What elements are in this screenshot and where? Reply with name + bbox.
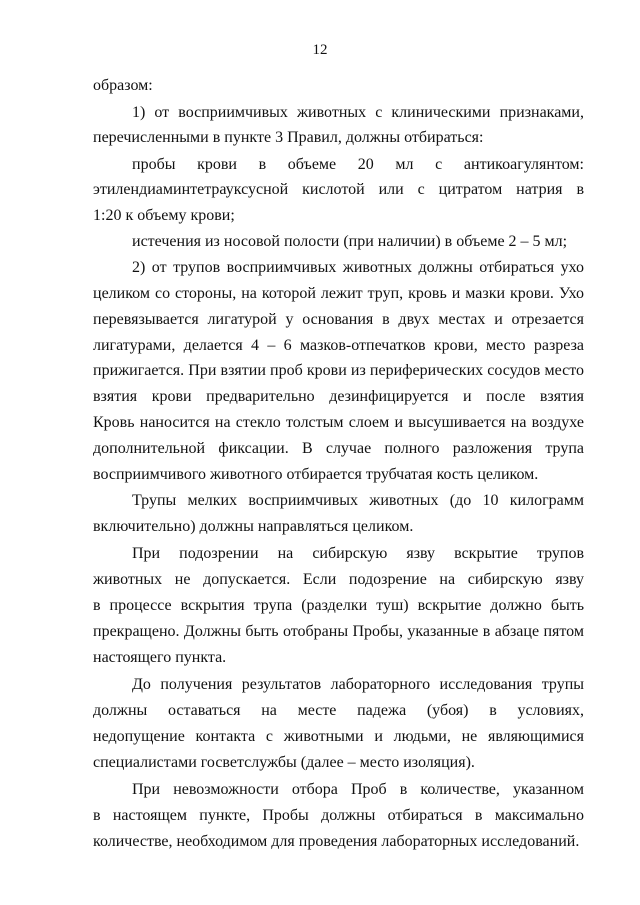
text-line: специалистами госветслужбы (далее – место изоляция). — [93, 754, 475, 771]
text-line: 1) от восприимчивых животных с клиническими признаками, — [132, 104, 584, 121]
text-line: количестве, необходимом для проведения лабораторных исследований. — [93, 833, 580, 850]
text-line: образом: — [93, 77, 153, 94]
text-line: этилендиаминтетрауксусной кислотой или с цитратом натрия в — [93, 181, 584, 198]
text-line: в настоящем пункте, Пробы должны отбираться в максимально — [93, 807, 584, 824]
text-line: перечисленными в пункте 3 Правил, должны отбираться: — [93, 129, 484, 146]
text-line: дополнительной фиксации. В случае полного разложения трупа — [93, 440, 584, 457]
text-line: недопущение контакта с животными и людьми, не являющимися — [93, 728, 584, 745]
text-line: прекращено. Должны быть отобраны Пробы, указанные в абзаце пятом — [93, 623, 584, 640]
text-line: целиком со стороны, на которой лежит труп, кровь и мазки крови. Ухо — [93, 285, 584, 302]
page-number: 12 — [312, 42, 328, 58]
text-line: настоящего пункта. — [93, 649, 227, 666]
text-line: животных не допускается. Если подозрение на сибирскую язву — [93, 571, 584, 588]
text-line: прижигается. При взятии проб крови из периферических сосудов место — [93, 362, 584, 379]
text-line: При подозрении на сибирскую язву вскрытие трупов — [132, 545, 584, 562]
text-line: До получения результатов лабораторного исследования трупы — [132, 676, 584, 693]
text-line: взятия крови предварительно дезинфицируется и после взятия — [93, 388, 584, 405]
text-line: в процессе вскрытия трупа (разделки туш) вскрытие должно быть — [93, 597, 584, 614]
text-line: пробы крови в объеме 20 мл с антикоагулянтом: — [132, 156, 584, 173]
text-line: перевязывается лигатурой у основания в двух местах и отрезается — [93, 311, 584, 328]
text-line: 1:20 к объему крови; — [93, 207, 235, 224]
text-line: истечения из носовой полости (при наличии) в объеме 2 – 5 мл; — [132, 233, 568, 250]
text-line: лигатурами, делается 4 – 6 мазков-отпечатков крови, место разреза — [93, 337, 584, 354]
text-line: должны оставаться на месте падежа (убоя) в условиях, — [93, 702, 584, 719]
text-line: При невозможности отбора Проб в количестве, указанном — [132, 781, 584, 798]
text-line: 2) от трупов восприимчивых животных должны отбираться ухо — [132, 259, 584, 276]
text-line: Кровь наносится на стекло толстым слоем и высушивается на воздухе — [93, 414, 584, 431]
text-line: Трупы мелких восприимчивых животных (до 10 килограмм — [132, 492, 584, 509]
text-line: включительно) должны направляться целиком. — [93, 518, 414, 535]
text-line: восприимчивого животного отбирается трубчатая кость целиком. — [93, 466, 539, 483]
